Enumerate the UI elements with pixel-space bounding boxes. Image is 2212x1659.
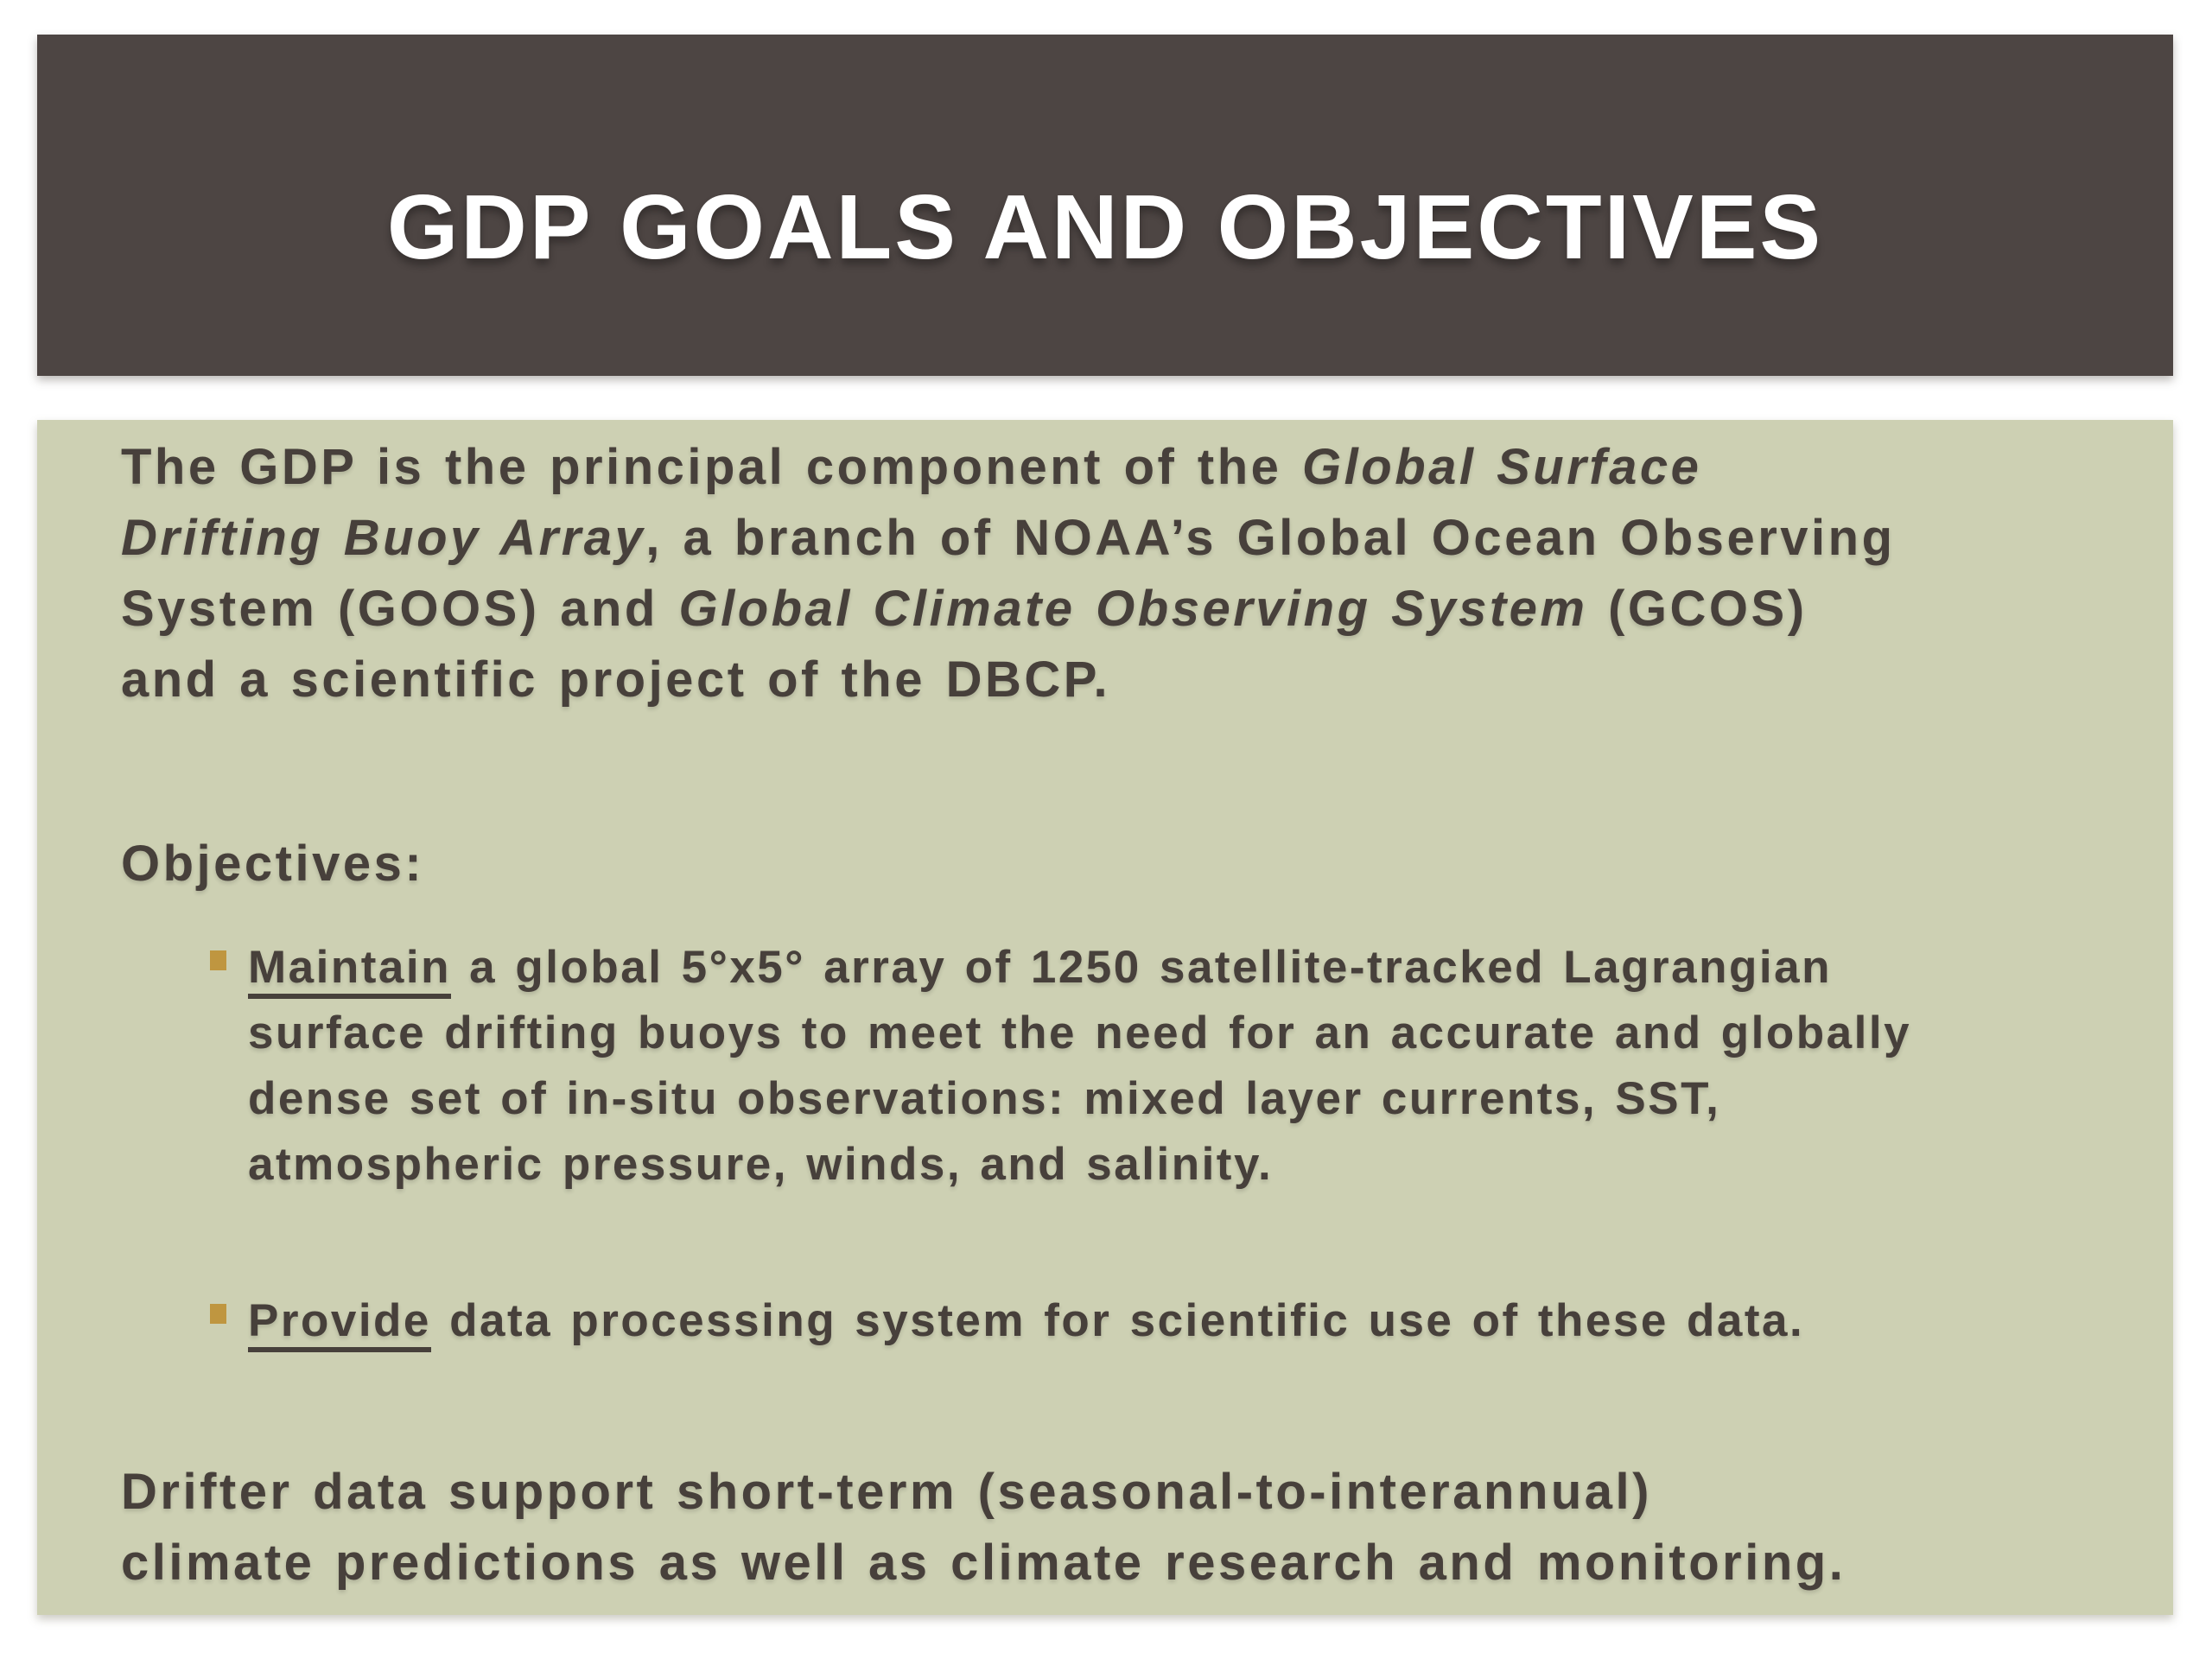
bullet-line xyxy=(248,1288,1804,1354)
intro-paragraph xyxy=(121,432,1896,715)
intro-line xyxy=(121,645,1896,715)
title-bar xyxy=(37,35,2173,376)
closing-line: Drifter data support short-term (seasonal-to-interannual) xyxy=(121,1464,1652,1520)
bullet-keyword: Maintain xyxy=(248,942,451,999)
bullet-line: atmospheric pressure, winds, and salinity. xyxy=(248,1139,1274,1190)
italic-phrase: Drifting Buoy Array xyxy=(121,510,646,566)
intro-text: System (GOOS) and xyxy=(121,581,679,637)
italic-phrase: Global Surface xyxy=(1302,439,1702,495)
bullet-marker-icon xyxy=(210,950,226,970)
bullet-marker-icon xyxy=(210,1304,226,1324)
bullet-item-maintain xyxy=(210,935,1911,1198)
bullet-keyword: Provide xyxy=(248,1295,431,1352)
bullet-line-text: data processing system for scientific use of these data. xyxy=(430,1295,1805,1346)
closing-paragraph xyxy=(121,1457,1846,1599)
closing-line: climate predictions as well as climate research and monitoring. xyxy=(121,1535,1847,1591)
intro-line xyxy=(121,574,1896,645)
intro-text: (GCOS) xyxy=(1587,581,1808,637)
bullet-line-text: a global 5°x5° array of 1250 satellite-tracked Lagrangian xyxy=(450,942,1832,993)
bullet-line xyxy=(248,935,1911,1001)
italic-phrase: Global Climate Observing System xyxy=(678,581,1588,637)
bullet-item-provide xyxy=(210,1288,1804,1354)
intro-line xyxy=(121,503,1896,574)
bullet-text xyxy=(248,935,1911,1198)
bullet-line: dense set of in-situ observations: mixed layer currents, SST, xyxy=(248,1073,1721,1124)
intro-line xyxy=(121,432,1896,503)
intro-text: The GDP is the principal component of the xyxy=(121,439,1303,495)
content-panel xyxy=(37,420,2173,1615)
objectives-heading: Objectives: xyxy=(121,836,425,892)
intro-text: and a scientific project of the DBCP. xyxy=(121,652,1111,708)
slide-title: GDP GOALS AND OBJECTIVES xyxy=(386,176,1824,278)
bullet-line: surface drifting buoys to meet the need for an accurate and globally xyxy=(248,1007,1912,1058)
bullet-text xyxy=(248,1288,1804,1354)
intro-text: , a branch of NOAA’s Global Ocean Observing xyxy=(645,510,1896,566)
